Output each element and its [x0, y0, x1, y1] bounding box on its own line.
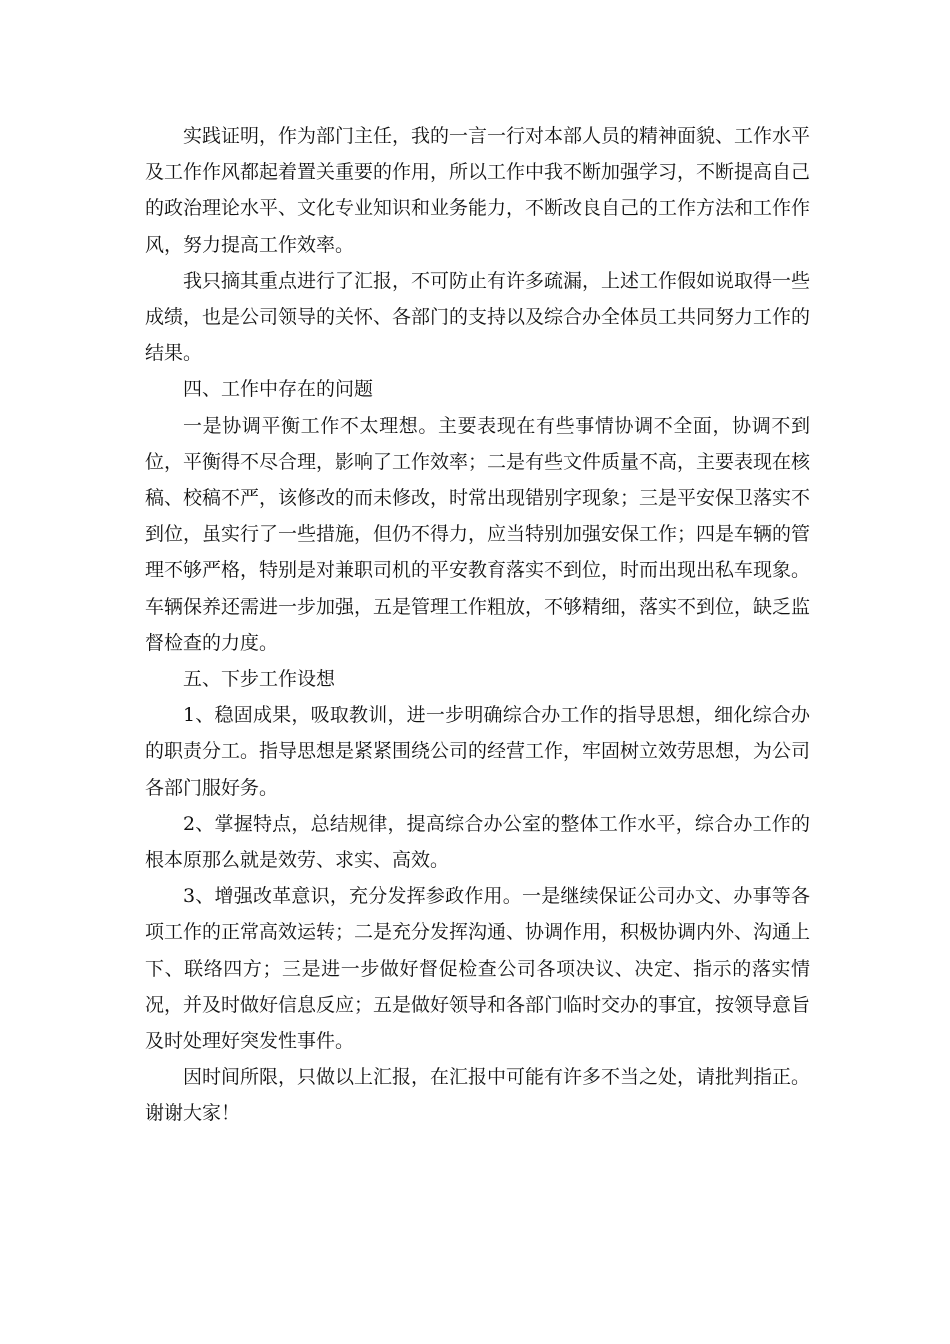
paragraph-practice-proof: 实践证明，作为部门主任，我的一言一行对本部人员的精神面貌、工作水平及工作作风都起着置关重要的作用，所以工作中我不断加强学习，不断提高自己的政治理论水平、文化专业知识和业务能力，不断改良自己的工作方法和工作作风，努力提高工作效率。: [145, 125, 811, 256]
paragraph-plan-3: 3、增强改革意识，充分发挥参政作用。一是继续保证公司办文、办事等各项工作的正常高效运转；二是充分发挥沟通、协调作用，积极协调内外、沟通上下、联络四方；三是进一步做好督促检查公司各项决议、决定、指示的落实情况，并及时做好信息反应；五是做好领导和各部门临时交办的事宜，按领导意旨及时处理好突发性事件。: [145, 885, 811, 1053]
paragraph-problems: 一是协调平衡工作不太理想。主要表现在有些事情协调不全面，协调不到位，平衡得不尽合理，影响了工作效率；二是有些文件质量不高，主要表现在核稿、校稿不严，该修改的而未修改，时常出现错别字现象；三是平安保卫落实不到位，虽实行了一些措施，但仍不得力，应当特别加强安保工作；四是车辆的管理不够严格，特别是对兼职司机的平安教育落实不到位，时而出现出私车现象。车辆保养还需进一步加强，五是管理工作粗放，不够精细，落实不到位，缺乏监督检查的力度。: [145, 414, 811, 654]
paragraph-plan-1: 1、稳固成果，吸取教训，进一步明确综合办工作的指导思想，细化综合办的职责分工。指导思想是紧紧围绕公司的经营工作，牢固树立效劳思想，为公司各部门服好务。: [145, 704, 811, 799]
section-heading-problems: 四、工作中存在的问题: [183, 378, 374, 401]
paragraph-plan-2: 2、掌握特点，总结规律，提高综合办公室的整体工作水平，综合办工作的根本原那么就是效劳、求实、高效。: [145, 812, 810, 872]
paragraph-report-summary: 我只摘其重点进行了汇报，不可防止有许多疏漏，上述工作假如说取得一些成绩，也是公司领导的关怀、各部门的支持以及综合办全体员工共同努力工作的结果。: [145, 269, 811, 365]
document-body: [145, 118, 810, 1132]
section-heading-next-steps: 五、下步工作设想: [183, 668, 336, 691]
paragraph-closing: 因时间所限，只做以上汇报，在汇报中可能有许多不当之处，请批判指正。谢谢大家！: [145, 1066, 811, 1125]
